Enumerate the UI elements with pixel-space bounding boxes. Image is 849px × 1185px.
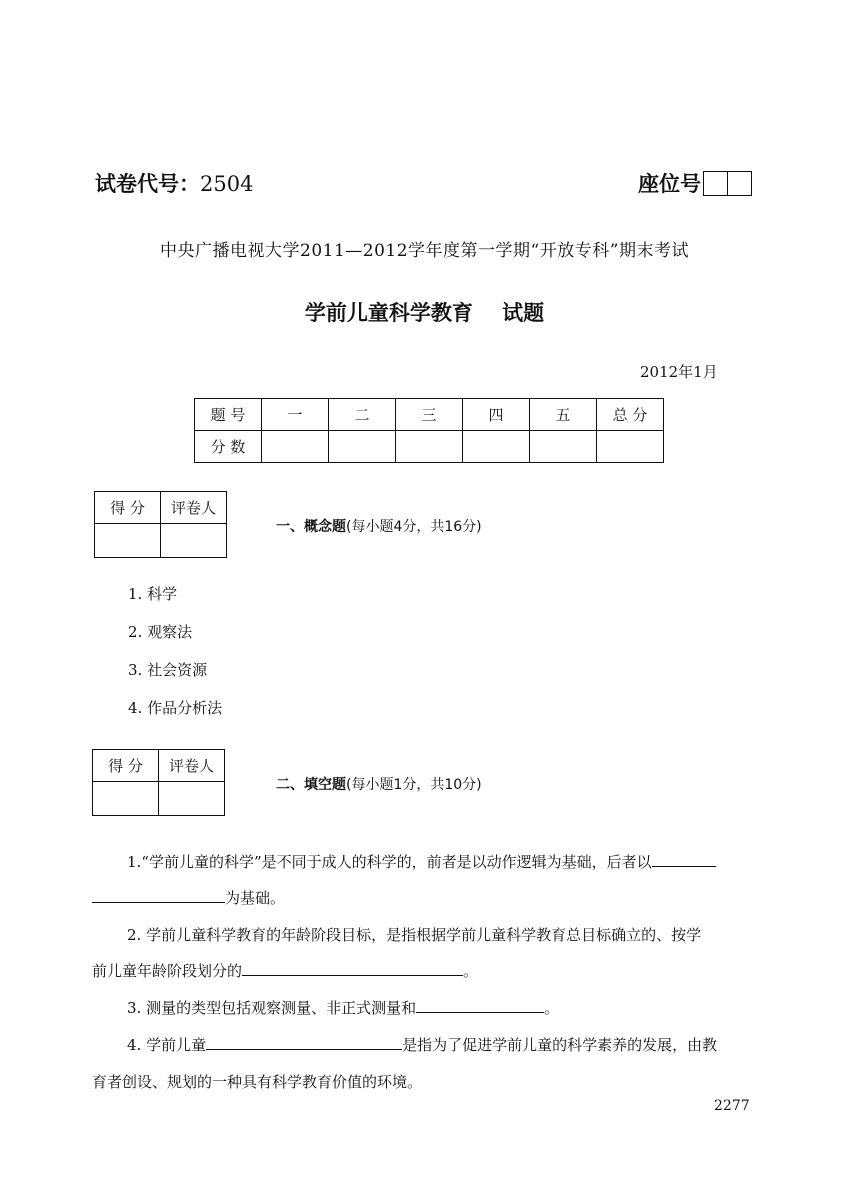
question-3: 3. 测量的类型包括观察测量、非正式测量和 。 — [127, 999, 560, 1017]
score-table-cell: 分 数 — [195, 431, 262, 463]
score-table — [194, 398, 664, 463]
score-entry-cell[interactable] — [530, 431, 597, 463]
grader-name-entry[interactable] — [159, 782, 225, 816]
list-item: 3. 社会资源 — [128, 661, 208, 679]
list-item: 1. 科学 — [128, 585, 178, 603]
score-entry-cell[interactable] — [262, 431, 329, 463]
question-4-continued: 育者创设、规划的一种具有科学教育价值的环境。 — [92, 1073, 423, 1091]
grader-score-label: 得 分 — [95, 492, 161, 524]
score-entry-cell[interactable] — [396, 431, 463, 463]
seat-number-box[interactable] — [703, 171, 752, 196]
paper-code — [95, 168, 253, 198]
question-4: 4. 学前儿童 是指为了促进学前儿童的科学素养的发展，由教 — [127, 1036, 718, 1054]
paper-code-label: 试卷代号： — [95, 172, 200, 196]
section1-title: 一、概念题(每小题4分，共16分) — [276, 519, 482, 535]
exam-title: 学前儿童科学教育 试题 — [304, 301, 545, 325]
answer-blank[interactable] — [206, 1035, 402, 1050]
question-2-continued: 前儿童年龄阶段划分的 。 — [92, 962, 479, 980]
score-table-cell: 五 — [530, 399, 597, 431]
answer-blank[interactable] — [92, 888, 225, 903]
section2-grader-box — [92, 749, 225, 816]
exam-date: 2012年1月 — [640, 363, 718, 381]
page-number: 2277 — [714, 1098, 750, 1114]
question-1-continued: 为基础。 — [92, 887, 285, 908]
section1-grader-box — [94, 491, 227, 558]
score-entry-cell[interactable] — [329, 431, 396, 463]
question-1: 1.“学前儿童的科学”是不同于成人的科学的，前者是以动作逻辑为基础，后者以 — [127, 851, 716, 872]
score-table-cell: 一 — [262, 399, 329, 431]
answer-blank[interactable] — [242, 961, 463, 976]
grader-name-label: 评卷人 — [161, 492, 227, 524]
grader-score-label: 得 分 — [93, 750, 159, 782]
university-line: 中央广播电视大学2011—2012学年度第一学期“开放专科”期末考试 — [160, 241, 689, 261]
grader-name-label: 评卷人 — [159, 750, 225, 782]
seat-number — [638, 168, 752, 198]
score-table-cell: 四 — [463, 399, 530, 431]
grader-score-entry[interactable] — [95, 524, 161, 558]
seat-label: 座位号 — [638, 172, 701, 196]
paper-code-number: 2504 — [200, 172, 254, 196]
score-entry-cell[interactable] — [597, 431, 664, 463]
question-2: 2. 学前儿童科学教育的年龄阶段目标，是指根据学前儿童科学教育总目标确立的、按学 — [127, 926, 702, 944]
score-table-score-row — [195, 431, 664, 463]
section2-title: 二、填空题(每小题1分，共10分) — [276, 777, 482, 793]
score-table-cell: 题 号 — [195, 399, 262, 431]
score-table-cell: 总 分 — [597, 399, 664, 431]
grader-score-entry[interactable] — [93, 782, 159, 816]
answer-blank[interactable] — [416, 998, 544, 1013]
score-entry-cell[interactable] — [463, 431, 530, 463]
answer-blank[interactable] — [652, 852, 716, 867]
score-table-cell: 三 — [396, 399, 463, 431]
list-item: 2. 观察法 — [128, 623, 193, 641]
list-item: 4. 作品分析法 — [128, 699, 223, 717]
score-table-cell: 二 — [329, 399, 396, 431]
score-table-header-row — [195, 399, 664, 431]
grader-name-entry[interactable] — [161, 524, 227, 558]
